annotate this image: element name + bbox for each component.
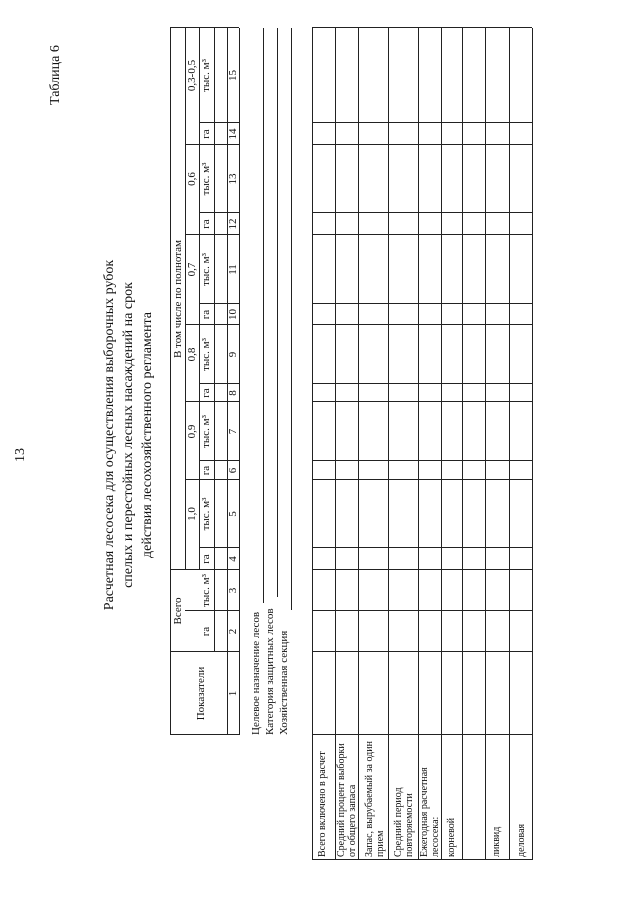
header-pokazateli: Показатели <box>195 666 207 721</box>
table-label: Таблица 6 <box>48 45 63 105</box>
page-number: 13 <box>13 448 28 462</box>
col-number: 5 <box>227 511 239 517</box>
unit-ga: га <box>200 309 212 320</box>
col-number: 4 <box>227 556 239 562</box>
row-label-stock-per-cut: Запас, вырубаемый за один прием <box>364 741 386 857</box>
row-label-total-included: Всего включено в расчет <box>317 751 328 857</box>
unit-tys-m3: тыс. м³ <box>200 253 212 286</box>
density-0-3-0-5: 0,3-0,5 <box>186 59 198 92</box>
economic-section-label: Хозяйственная секция <box>278 630 290 735</box>
row-label-liquid: ликвид <box>491 826 502 857</box>
col-number: 9 <box>227 351 239 358</box>
col-number: 13 <box>227 173 239 185</box>
unit-tys-m3: тыс. м³ <box>200 59 212 92</box>
row-label-root: корневой <box>446 817 457 857</box>
col-number: 8 <box>227 390 239 396</box>
header-v-tom-chisle: В том числе по полнотам <box>172 239 184 359</box>
unit-ga: га <box>200 626 212 637</box>
unit-ga: га <box>200 554 212 564</box>
col-number: 10 <box>227 309 239 320</box>
density-0-6: 0,6 <box>186 172 198 186</box>
unit-tys-m3: тыс. м³ <box>200 415 212 448</box>
target-purpose-label: Целевое назначение лесов <box>250 611 262 735</box>
col-number: 7 <box>227 428 239 435</box>
col-number: 2 <box>227 628 239 635</box>
document-title <box>100 165 157 705</box>
col-number: 3 <box>227 587 239 594</box>
row-label-annual-cut: Ежегодная расчетная лесосека: <box>419 767 441 857</box>
header-vsego: Всего <box>172 597 184 625</box>
unit-tys-m3: тыс. м³ <box>200 162 212 196</box>
density-0-9: 0,9 <box>186 424 198 439</box>
density-0-7: 0,7 <box>186 262 198 277</box>
unit-ga: га <box>200 388 212 398</box>
unit-tys-m3: тыс. м³ <box>200 574 212 607</box>
unit-tys-m3: тыс. м³ <box>200 338 212 371</box>
title-line-3: действия лесохозяйственного регламента <box>140 312 155 559</box>
row-label-commercial: деловая <box>516 823 527 857</box>
col-number: 14 <box>227 128 239 140</box>
col-number: 15 <box>227 70 239 81</box>
unit-ga: га <box>200 465 212 476</box>
protective-category-label: Категория защитных лесов <box>264 608 276 735</box>
title-line-2: спелых и перестойных лесных насаждений на срок <box>121 282 136 588</box>
unit-ga: га <box>200 129 212 139</box>
density-1-0: 1,0 <box>186 507 198 521</box>
unit-ga: га <box>200 219 212 229</box>
col-number: 6 <box>227 467 239 474</box>
density-0-8: 0,8 <box>186 347 198 362</box>
unit-tys-m3: тыс. м³ <box>200 497 212 531</box>
col-number: 12 <box>227 218 239 230</box>
row-label-avg-percent: Средний процент выборки от общего запаса <box>336 743 358 857</box>
col-number: 1 <box>227 690 239 697</box>
row-label-avg-period: Средний период повторяемости <box>393 787 415 857</box>
title-line-1: Расчетная лесосека для осуществления выборочных рубок <box>102 259 117 611</box>
col-number: 11 <box>227 264 239 275</box>
